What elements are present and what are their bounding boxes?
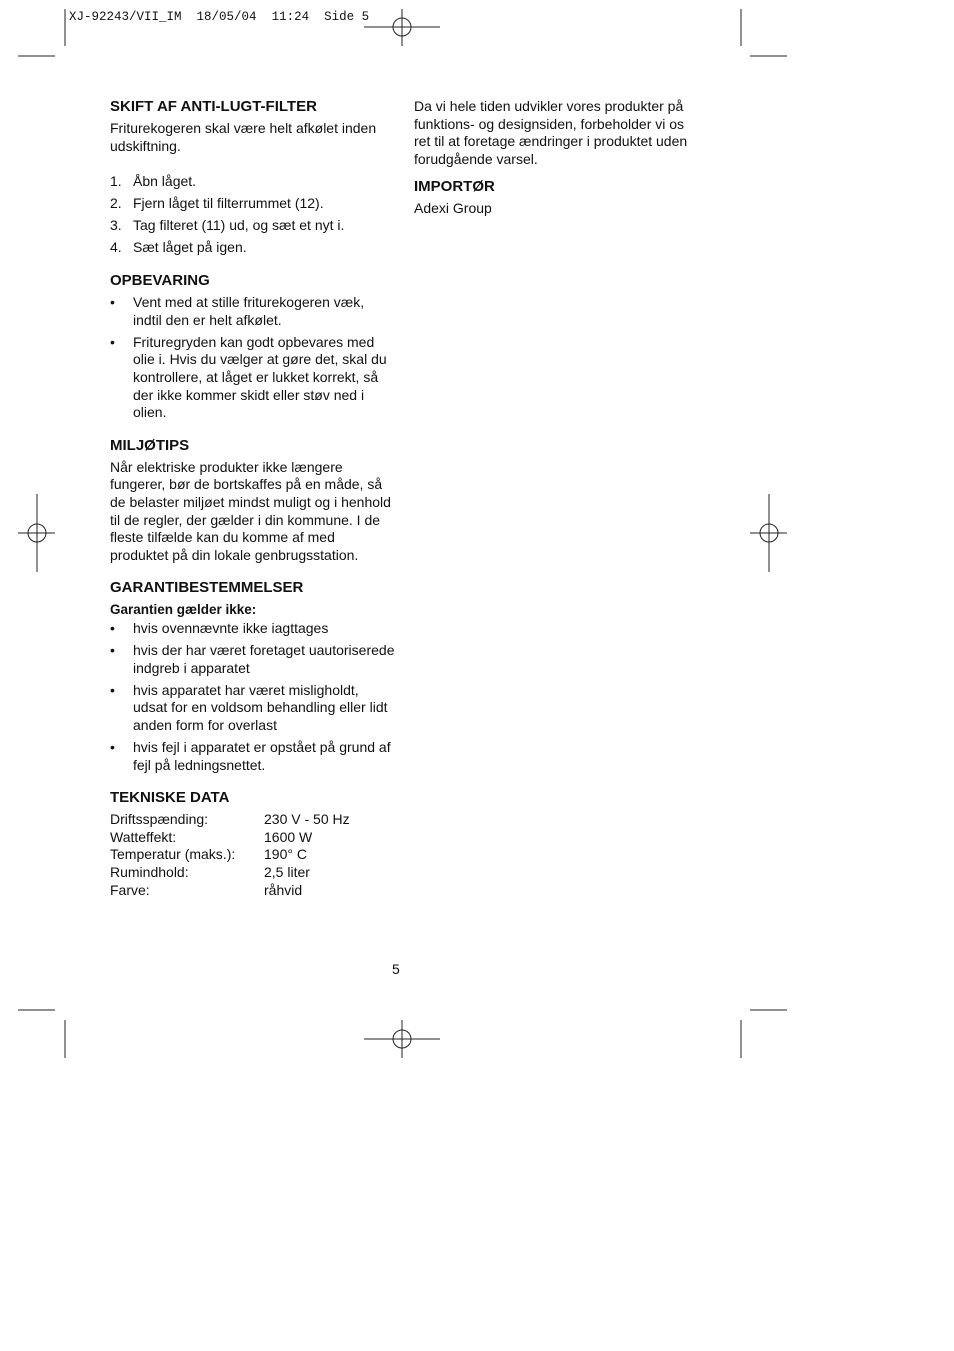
section-storage — [110, 272, 395, 422]
warranty-subheading: Garantien gælder ikke: — [110, 602, 257, 618]
step-text: Sæt låget på igen. — [133, 239, 247, 256]
slug-page: Side 5 — [324, 10, 370, 24]
spec-value: 1600 W — [264, 828, 313, 845]
storage-list — [110, 294, 395, 422]
storage-item-text: Vent med at stille friturekogeren væk, indtil den er helt afkølet. — [133, 294, 365, 328]
table-row — [110, 864, 350, 882]
bullet: • — [110, 681, 115, 698]
step-number: 4. — [110, 239, 122, 256]
filter-intro: Friturekogeren skal være helt afkølet inden udskiftning. — [110, 120, 377, 154]
step-number: 2. — [110, 195, 122, 212]
step-number: 1. — [110, 173, 122, 190]
section-warranty — [110, 579, 395, 774]
list-item — [110, 682, 395, 735]
spec-value: 2,5 liter — [264, 863, 310, 880]
list-item — [110, 294, 395, 329]
warranty-item-text: hvis apparatet har været misligholdt, udsat for en voldsom behandling eller lidt anden form for overlast — [133, 681, 388, 733]
spec-label: Driftsspænding: — [110, 811, 209, 828]
storage-item-text: Frituregryden kan godt opbevares med olie i. Hvis du vælger at gøre det, skal du kontrollere, at låget er lukket korrekt, så der ikke kommer skidt eller støv ned i olien. — [133, 333, 387, 421]
bullet: • — [110, 641, 115, 658]
warranty-item-text: hvis der har været foretaget uautoriserede indgreb i apparatet — [133, 641, 395, 676]
warranty-item-text: hvis ovennævnte ikke iagttages — [133, 619, 329, 636]
spec-label: Watteffekt: — [110, 828, 177, 845]
importer-heading: IMPORTØR — [414, 178, 495, 196]
bullet: • — [110, 738, 115, 755]
section-environment — [110, 437, 395, 565]
list-item — [110, 334, 395, 422]
step-text: Fjern låget til filterrummet (12). — [133, 195, 324, 212]
step-text: Tag filteret (11) ud, og sæt et nyt i. — [133, 217, 345, 234]
warranty-list — [110, 620, 395, 774]
section-specs — [110, 789, 395, 899]
list-item — [110, 173, 395, 191]
slug-date: 18/05/04 — [196, 10, 257, 24]
slug-time: 11:24 — [271, 10, 310, 24]
section-importer — [414, 178, 704, 218]
spec-value: 190° C — [264, 846, 307, 863]
table-row — [110, 829, 350, 847]
list-item — [110, 217, 395, 235]
slug-file: XJ-92243/VII_IM — [69, 10, 182, 24]
spec-value: råhvid — [264, 881, 303, 898]
spec-value: 230 V - 50 Hz — [264, 811, 350, 828]
table-row — [110, 811, 350, 829]
environment-text: Når elektriske produkter ikke længere fungerer, bør de bortskaffes på en måde, så de belaster miljøet mindst muligt og i henhold til de regler, der gælder i din kommune. I de fleste tilfælde kan du komme af med produktet på din lokale genbrugsstation. — [110, 458, 391, 563]
list-item — [110, 739, 395, 774]
list-item — [110, 642, 395, 677]
spec-label: Farve: — [110, 881, 150, 898]
left-column — [110, 98, 395, 914]
list-item — [110, 195, 395, 213]
notice-text: Da vi hele tiden udvikler vores produkter på funktions- og designsiden, forbeholder vi os ret til at foretage ændringer i produktet uden forudgående varsel. — [414, 98, 688, 167]
section-notice — [414, 98, 704, 168]
importer-name: Adexi Group — [414, 200, 492, 217]
environment-heading: MILJØTIPS — [110, 436, 190, 454]
step-text: Åbn låget. — [133, 173, 197, 190]
storage-heading: OPBEVARING — [110, 272, 210, 290]
section-filter — [110, 98, 395, 257]
filter-heading: SKIFT AF ANTI-LUGT-FILTER — [110, 98, 317, 115]
step-number: 3. — [110, 217, 122, 234]
specs-heading: TEKNISKE DATA — [110, 789, 230, 807]
warranty-heading: GARANTIBESTEMMELSER — [110, 579, 304, 597]
spec-label: Temperatur (maks.): — [110, 846, 236, 863]
table-row — [110, 882, 350, 900]
bullet: • — [110, 333, 115, 350]
list-item — [110, 620, 395, 638]
warranty-item-text: hvis fejl i apparatet er opstået på grund af fejl på ledningsnettet. — [133, 738, 391, 773]
bullet: • — [110, 619, 115, 636]
filter-steps — [110, 173, 395, 257]
table-row — [110, 846, 350, 864]
spec-label: Rumindhold: — [110, 863, 189, 880]
specs-table — [110, 811, 350, 899]
right-column — [414, 98, 704, 233]
list-item — [110, 239, 395, 257]
page-number: 5 — [392, 961, 400, 977]
bullet: • — [110, 294, 115, 311]
